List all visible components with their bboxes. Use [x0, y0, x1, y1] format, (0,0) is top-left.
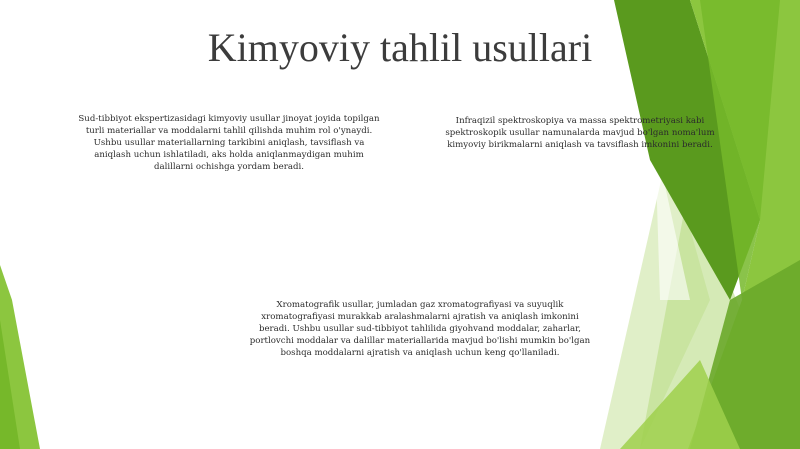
paragraph-forensic-chemistry: Sud-tibbiyot ekspertizasidagi kimyoviy usullar jinoyat joyida topilgan turli materiallar va moddalarni tahlil qilishda muhim rol o'ynaydi. Ushbu usullar materiallarning tarkibini aniqlash, tavsiflash va aniqlash uchun ishlatiladi, aks holda aniqlanmaydigan muhim dalillarni ochishga yordam beradi.	[78, 114, 380, 172]
slide-title: Kimyoviy tahlil usullari	[207, 25, 593, 70]
paragraph-spectroscopy: Infraqizil spektroskopiya va massa spektrometriyasi kabi spektroskopik usullar namunalarda mavjud bo'lgan noma'lum kimyoviy birikmalarni aniqlash va tavsiflash imkonini beradi.	[445, 116, 715, 150]
paragraph-chromatography: Xromatografik usullar, jumladan gaz xromatografiyasi va suyuqlik xromatografiyasi murakkab aralashmalarni ajratish va aniqlash imkonini beradi. Ushbu usullar sud-tibbiyot tahlilida giyohvand moddalar, zaharlar, portlovchi moddalar va dalillar materiallarida mavjud bo'lishi mumkin bo'lgan boshqa moddalarni ajratish va aniqlash uchun keng qo'llaniladi.	[249, 300, 591, 358]
